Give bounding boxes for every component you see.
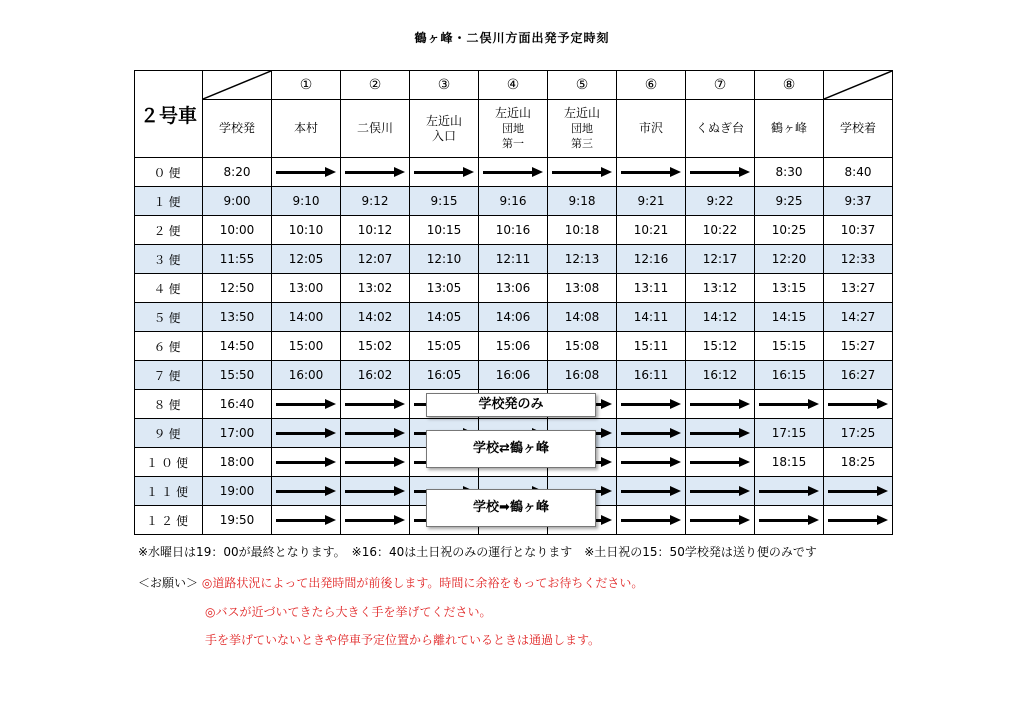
column-header-line: 学校発 — [218, 121, 255, 135]
time-cell: 18:00 — [203, 448, 272, 477]
column-header — [410, 100, 479, 158]
one-way-note: 学校➡鶴ヶ峰 — [426, 489, 596, 527]
trip-label: １１便 — [135, 477, 203, 506]
column-header-line: 団地 — [571, 122, 593, 135]
column-header-line: 本村 — [293, 121, 318, 135]
time-cell: 10:18 — [548, 216, 617, 245]
time-cell: 14:06 — [479, 303, 548, 332]
trip-label: ７便 — [135, 361, 203, 390]
pass-arrow — [272, 477, 341, 506]
time-cell: 17:25 — [824, 419, 893, 448]
time-cell: 15:02 — [341, 332, 410, 361]
time-cell: 9:15 — [410, 187, 479, 216]
time-cell: 16:12 — [686, 361, 755, 390]
trip-label: １便 — [135, 187, 203, 216]
time-cell: 19:50 — [203, 506, 272, 535]
time-cell: 10:16 — [479, 216, 548, 245]
time-cell: 12:05 — [272, 245, 341, 274]
time-cell: 8:40 — [824, 158, 893, 187]
time-cell: 13:11 — [617, 274, 686, 303]
pass-arrow — [272, 506, 341, 535]
time-cell: 9:10 — [272, 187, 341, 216]
pass-arrow — [755, 506, 824, 535]
pass-arrow — [617, 477, 686, 506]
column-header-line: 団地 — [502, 122, 524, 135]
time-cell: 10:00 — [203, 216, 272, 245]
stop-number: ⑥ — [617, 71, 686, 100]
pass-arrow — [686, 390, 755, 419]
time-cell: 13:12 — [686, 274, 755, 303]
time-cell: 12:13 — [548, 245, 617, 274]
time-cell: 12:16 — [617, 245, 686, 274]
table-row — [135, 187, 893, 216]
time-cell: 15:00 — [272, 332, 341, 361]
request-3: 手を挙げていないときや停車予定位置から離れているときは通過します。 — [205, 633, 601, 647]
time-cell: 13:06 — [479, 274, 548, 303]
table-row — [135, 274, 893, 303]
time-cell: 12:07 — [341, 245, 410, 274]
table-row — [135, 158, 893, 187]
time-cell: 16:27 — [824, 361, 893, 390]
time-cell: 17:00 — [203, 419, 272, 448]
time-cell: 12:50 — [203, 274, 272, 303]
pass-arrow — [410, 158, 479, 187]
pass-arrow — [755, 477, 824, 506]
time-cell: 13:05 — [410, 274, 479, 303]
time-cell: 14:00 — [272, 303, 341, 332]
stop-number: ③ — [410, 71, 479, 100]
time-cell: 14:27 — [824, 303, 893, 332]
time-cell: 8:20 — [203, 158, 272, 187]
time-cell: 18:15 — [755, 448, 824, 477]
time-cell: 15:08 — [548, 332, 617, 361]
time-cell: 15:12 — [686, 332, 755, 361]
trip-label: １２便 — [135, 506, 203, 535]
time-cell: 12:10 — [410, 245, 479, 274]
time-cell: 10:37 — [824, 216, 893, 245]
pass-arrow — [548, 158, 617, 187]
trip-label: １０便 — [135, 448, 203, 477]
time-cell: 14:15 — [755, 303, 824, 332]
time-cell: 10:15 — [410, 216, 479, 245]
stop-number: ⑤ — [548, 71, 617, 100]
car-label: ２号車 — [135, 71, 203, 158]
column-header — [272, 100, 341, 158]
trip-label: ３便 — [135, 245, 203, 274]
time-cell: 15:15 — [755, 332, 824, 361]
pass-arrow — [341, 477, 410, 506]
table-row — [135, 216, 893, 245]
footnote: ※水曜日は19：00が最終となります。 ※16：40は土日祝のみの運行となります ※土日祝の15：50学校発は送り便のみです — [138, 545, 817, 559]
column-header-line: 二俣川 — [356, 121, 393, 135]
pass-arrow — [686, 158, 755, 187]
time-cell: 15:11 — [617, 332, 686, 361]
diagonal-cell — [203, 71, 272, 100]
time-cell: 9:16 — [479, 187, 548, 216]
time-cell: 10:10 — [272, 216, 341, 245]
time-cell: 9:21 — [617, 187, 686, 216]
trip-label: ４便 — [135, 274, 203, 303]
time-cell: 13:27 — [824, 274, 893, 303]
pass-arrow — [755, 390, 824, 419]
stop-number: ② — [341, 71, 410, 100]
time-cell: 9:37 — [824, 187, 893, 216]
column-header-line: 左近山 — [563, 106, 600, 120]
stop-number: ① — [272, 71, 341, 100]
column-header — [686, 100, 755, 158]
time-cell: 16:00 — [272, 361, 341, 390]
time-cell: 10:22 — [686, 216, 755, 245]
trip-label: ５便 — [135, 303, 203, 332]
pass-arrow — [617, 158, 686, 187]
trip-label: ２便 — [135, 216, 203, 245]
time-cell: 17:15 — [755, 419, 824, 448]
pass-arrow — [824, 477, 893, 506]
page-title: 鶴ヶ峰・二俣川方面出発予定時刻 — [414, 31, 610, 45]
trip-label: ６便 — [135, 332, 203, 361]
pass-arrow — [824, 390, 893, 419]
time-cell: 16:11 — [617, 361, 686, 390]
time-cell: 12:17 — [686, 245, 755, 274]
column-header — [617, 100, 686, 158]
diagonal-cell — [824, 71, 893, 100]
time-cell: 10:21 — [617, 216, 686, 245]
request-2: ◎バスが近づいてきたら大きく手を挙げてください。 — [205, 605, 492, 619]
stop-number: ⑦ — [686, 71, 755, 100]
time-cell: 16:40 — [203, 390, 272, 419]
time-cell: 16:06 — [479, 361, 548, 390]
stop-number: ④ — [479, 71, 548, 100]
time-cell: 10:25 — [755, 216, 824, 245]
pass-arrow — [617, 419, 686, 448]
pass-arrow — [686, 448, 755, 477]
column-header — [479, 100, 548, 158]
request-1: ◎道路状況によって出発時間が前後します。時間に余裕をもってお待ちください。 — [201, 576, 644, 590]
table-row — [135, 303, 893, 332]
time-cell: 14:11 — [617, 303, 686, 332]
pass-arrow — [272, 390, 341, 419]
time-cell: 18:25 — [824, 448, 893, 477]
pass-arrow — [272, 448, 341, 477]
time-cell: 19:00 — [203, 477, 272, 506]
time-cell: 9:12 — [341, 187, 410, 216]
column-header — [548, 100, 617, 158]
column-header-line: 鶴ヶ峰 — [770, 121, 807, 135]
pass-arrow — [272, 419, 341, 448]
time-cell: 14:05 — [410, 303, 479, 332]
time-cell: 15:50 — [203, 361, 272, 390]
time-cell: 13:15 — [755, 274, 824, 303]
column-header-line: くぬぎ台 — [695, 121, 744, 135]
column-header — [341, 100, 410, 158]
pass-arrow — [479, 158, 548, 187]
pass-arrow — [686, 419, 755, 448]
time-cell: 16:02 — [341, 361, 410, 390]
column-header-line: 左近山 — [494, 106, 531, 120]
time-cell: 10:12 — [341, 216, 410, 245]
column-header-line: 学校着 — [839, 121, 876, 135]
column-header-line: 第三 — [571, 137, 593, 150]
time-cell: 9:25 — [755, 187, 824, 216]
time-cell: 13:50 — [203, 303, 272, 332]
trip-label: ９便 — [135, 419, 203, 448]
time-cell: 12:33 — [824, 245, 893, 274]
time-cell: 8:30 — [755, 158, 824, 187]
time-cell: 16:08 — [548, 361, 617, 390]
time-cell: 12:20 — [755, 245, 824, 274]
time-cell: 14:50 — [203, 332, 272, 361]
round-trip-note: 学校⇄鶴ヶ峰 — [426, 430, 596, 468]
time-cell: 16:05 — [410, 361, 479, 390]
trip-label: ８便 — [135, 390, 203, 419]
pass-arrow — [341, 506, 410, 535]
time-cell: 14:02 — [341, 303, 410, 332]
pass-arrow — [341, 448, 410, 477]
column-header-line: 入口 — [431, 128, 456, 143]
pass-arrow — [272, 158, 341, 187]
pass-arrow — [341, 158, 410, 187]
table-row — [135, 361, 893, 390]
time-cell: 12:11 — [479, 245, 548, 274]
time-cell: 9:00 — [203, 187, 272, 216]
pass-arrow — [617, 506, 686, 535]
time-cell: 13:00 — [272, 274, 341, 303]
pass-arrow — [617, 448, 686, 477]
time-cell: 13:08 — [548, 274, 617, 303]
school-only-note: 学校発のみ — [426, 393, 596, 417]
trip-label: ０便 — [135, 158, 203, 187]
column-header-line: 市沢 — [638, 121, 663, 135]
pass-arrow — [341, 419, 410, 448]
time-cell: 15:27 — [824, 332, 893, 361]
request-label: ＜お願い＞ — [138, 576, 199, 590]
time-cell: 14:12 — [686, 303, 755, 332]
stop-number: ⑧ — [755, 71, 824, 100]
time-cell: 11:55 — [203, 245, 272, 274]
time-cell: 15:05 — [410, 332, 479, 361]
time-cell: 14:08 — [548, 303, 617, 332]
table-row — [135, 332, 893, 361]
pass-arrow — [686, 506, 755, 535]
column-header — [755, 100, 824, 158]
column-header — [203, 100, 272, 158]
pass-arrow — [824, 506, 893, 535]
time-cell: 9:18 — [548, 187, 617, 216]
time-cell: 15:06 — [479, 332, 548, 361]
column-header-line: 左近山 — [425, 113, 462, 128]
pass-arrow — [341, 390, 410, 419]
time-cell: 16:15 — [755, 361, 824, 390]
column-header-line: 第一 — [502, 137, 524, 150]
pass-arrow — [617, 390, 686, 419]
column-header — [824, 100, 893, 158]
table-row — [135, 245, 893, 274]
pass-arrow — [686, 477, 755, 506]
time-cell: 9:22 — [686, 187, 755, 216]
time-cell: 13:02 — [341, 274, 410, 303]
